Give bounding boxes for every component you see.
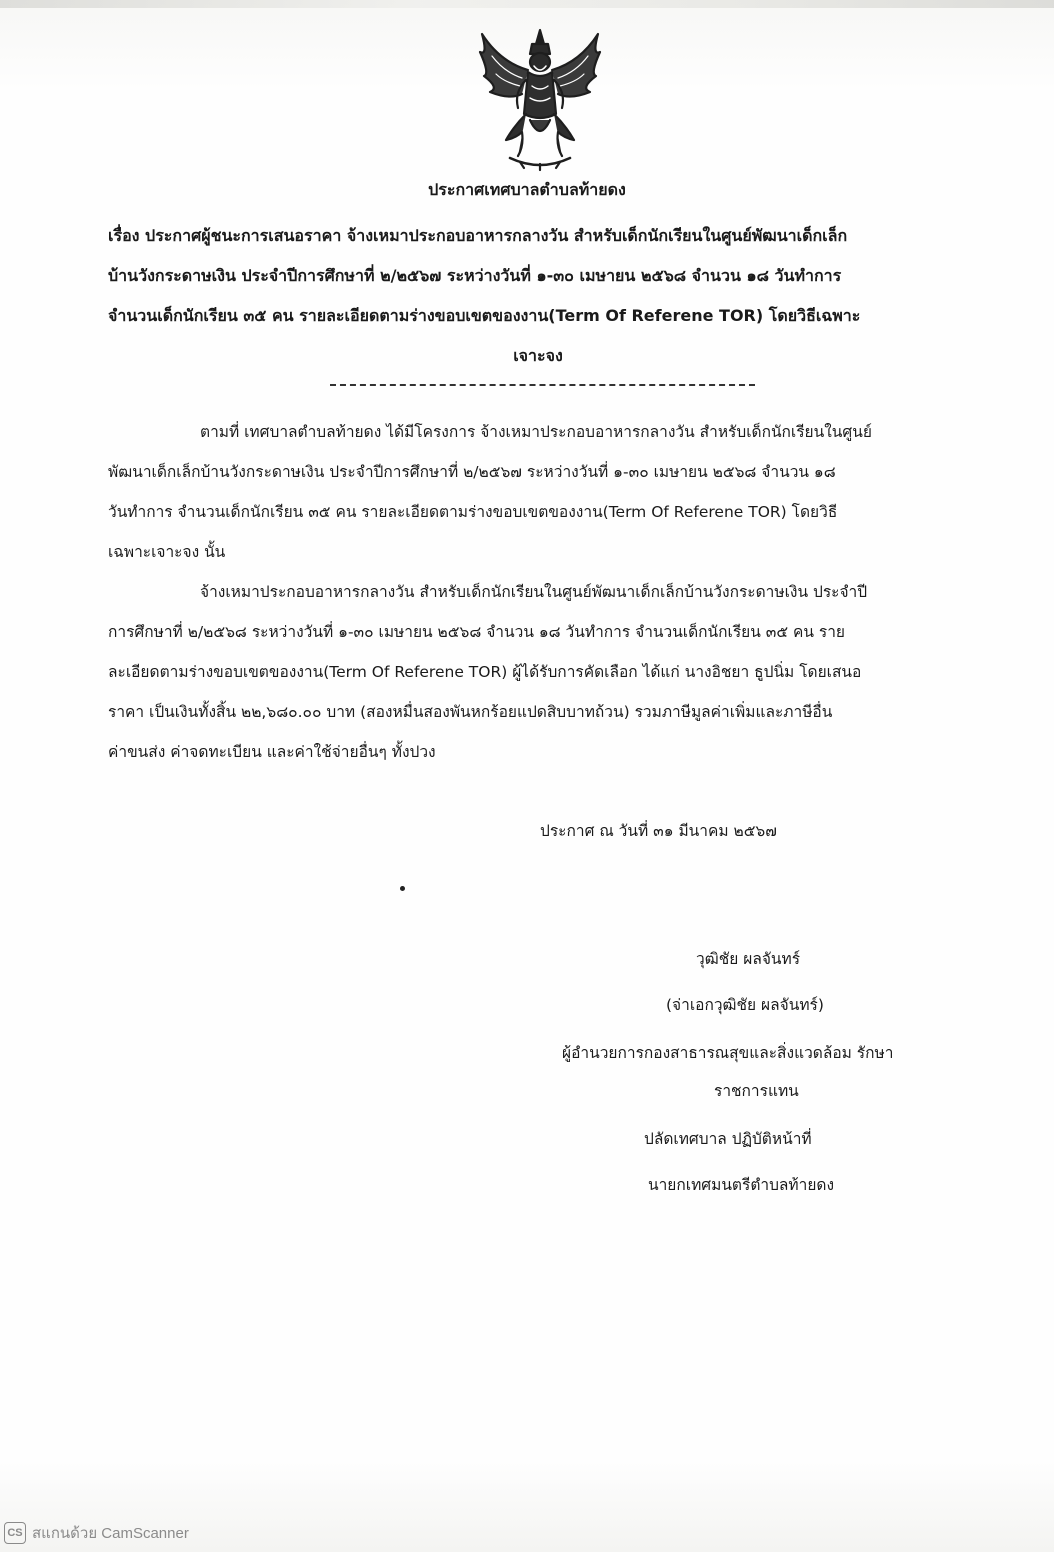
paragraph-1-line-1: ตามที่ เทศบาลตำบลท้ายดง ได้มีโครงการ จ้างเหมาประกอบอาหารกลางวัน สำหรับเด็กนักเรียนในศูนย์ xyxy=(200,423,872,441)
stray-dot-mark xyxy=(400,886,405,891)
paragraph-1 xyxy=(108,412,970,572)
signatory-full-name: (จ่าเอกวุฒิชัย ผลจันทร์) xyxy=(666,996,824,1014)
subject-line-2: บ้านวังกระดาษเงิน ประจำปีการศึกษาที่ ๒/๒๕๖๗ ระหว่างวันที่ ๑-๓๐ เมษายน ๒๕๖๘ จำนวน ๑๘ วันทำการ xyxy=(108,266,842,285)
document-title: ประกาศเทศบาลตำบลท้ายดง xyxy=(428,180,626,199)
paragraph-1-line-2: พัฒนาเด็กเล็กบ้านวังกระดาษเงิน ประจำปีการศึกษาที่ ๒/๒๕๖๗ ระหว่างวันที่ ๑-๓๐ เมษายน ๒๕๖๘ จำนวน ๑๘ xyxy=(108,463,836,481)
signed-name: วุฒิชัย ผลจันทร์ xyxy=(696,950,801,968)
subject-line-4: เจาะจง xyxy=(513,346,563,365)
scan-edge xyxy=(0,0,1054,8)
paragraph-2-line-1: จ้างเหมาประกอบอาหารกลางวัน สำหรับเด็กนักเรียนในศูนย์พัฒนาเด็กเล็กบ้านวังกระดาษเงิน ประจำปี xyxy=(200,583,868,601)
camscanner-logo-icon: CS xyxy=(4,1522,26,1544)
subject-line-1: เรื่อง ประกาศผู้ชนะการเสนอราคา จ้างเหมาประกอบอาหารกลางวัน สำหรับเด็กนักเรียนในศูนย์พัฒนาเด็กเล็ก xyxy=(108,226,848,245)
paragraph-1-line-3: วันทำการ จำนวนเด็กนักเรียน ๓๕ คน รายละเอียดตามร่างขอบเขตของงาน(Term Of Referene TOR) โดยวิธี xyxy=(108,503,838,521)
signatory-position-line-1: ผู้อำนวยการกองสาธารณสุขและสิ่งแวดล้อม รักษา xyxy=(562,1044,894,1062)
paragraph-2-line-3: ละเอียดตามร่างขอบเขตของงาน(Term Of Referene TOR) ผู้ได้รับการคัดเลือก ได้แก่ นางอิชยา ธูปนิ่ม โดยเสนอ xyxy=(108,663,862,681)
announcement-date: ประกาศ ณ วันที่ ๓๑ มีนาคม ๒๕๖๗ xyxy=(540,822,777,840)
subject-line-3: จำนวนเด็กนักเรียน ๓๕ คน รายละเอียดตามร่างขอบเขตของงาน(Term Of Referene TOR) โดยวิธีเฉพาะ xyxy=(108,306,861,325)
paragraph-2 xyxy=(108,572,970,772)
paragraph-1-line-4: เฉพาะเจาะจง นั้น xyxy=(108,543,226,561)
paragraph-2-line-4: ราคา เป็นเงินทั้งสิ้น ๒๒,๖๘๐.๐๐ บาท (สองหมื่นสองพันหกร้อยแปดสิบบาทถ้วน) รวมภาษีมูลค่าเพิ่มและภาษีอื่น xyxy=(108,703,833,721)
paragraph-2-line-5: ค่าขนส่ง ค่าจดทะเบียน และค่าใช้จ่ายอื่นๆ ทั้งปวง xyxy=(108,743,436,761)
paragraph-2-line-2: การศึกษาที่ ๒/๒๕๖๘ ระหว่างวันที่ ๑-๓๐ เมษายน ๒๕๖๘ จำนวน ๑๘ วันทำการ จำนวนเด็กนักเรียน ๓๕ คน ราย xyxy=(108,623,846,641)
dashed-separator xyxy=(330,384,755,386)
signatory-position-line-2: ราชการแทน xyxy=(714,1082,799,1100)
signatory-position-line-4: นายกเทศมนตรีตำบลท้ายดง xyxy=(648,1176,835,1194)
signature-block xyxy=(540,944,980,1200)
camscanner-text: สแกนด้วย CamScanner xyxy=(32,1525,189,1542)
camscanner-watermark xyxy=(4,1520,189,1546)
signatory-position-line-3: ปลัดเทศบาล ปฏิบัติหน้าที่ xyxy=(644,1130,812,1148)
document-subject xyxy=(108,216,968,376)
garuda-emblem-icon xyxy=(470,22,610,172)
